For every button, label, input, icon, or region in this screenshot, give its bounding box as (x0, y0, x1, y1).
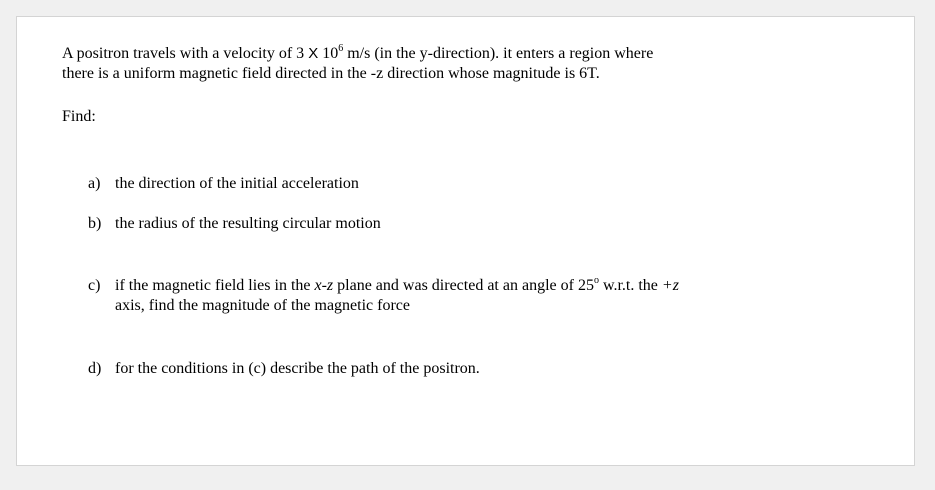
problem-line-2: there is a uniform magnetic field directed in the -z direction whose magnitude is 6T. (62, 65, 600, 82)
plane-label: x-z (314, 277, 334, 294)
question-c-line-2: axis, find the magnitude of the magnetic force (115, 297, 411, 314)
question-marker: a) (88, 175, 101, 192)
question-fragment: w.r.t. the (598, 277, 662, 294)
question-text: the radius of the resulting circular motion (115, 215, 381, 232)
problem-statement (62, 44, 653, 84)
degree-symbol: o (593, 274, 599, 286)
exponent: 6 (338, 42, 344, 54)
problem-line-1 (62, 44, 653, 64)
find-label: Find: (62, 108, 96, 125)
question-text: the direction of the initial acceleration (115, 175, 359, 192)
problem-text: 10 (318, 45, 339, 62)
question-marker: c) (88, 277, 101, 294)
question-fragment: plane and was directed at an angle of 25 (333, 277, 594, 294)
question-marker: b) (88, 215, 102, 232)
question-fragment: if the magnetic field lies in the (115, 277, 315, 294)
axis-label: +z (661, 277, 679, 294)
question-marker: d) (88, 360, 102, 377)
question-c-line-1 (115, 276, 679, 296)
question-text (115, 276, 679, 316)
document-page (16, 16, 915, 466)
problem-text: A positron travels with a velocity of 3 (62, 45, 309, 62)
problem-text: m/s (in the y-direction). it enters a region where (343, 45, 654, 62)
question-text: for the conditions in (c) describe the path of the positron. (115, 360, 480, 377)
multiplication-sign: X (308, 45, 319, 62)
